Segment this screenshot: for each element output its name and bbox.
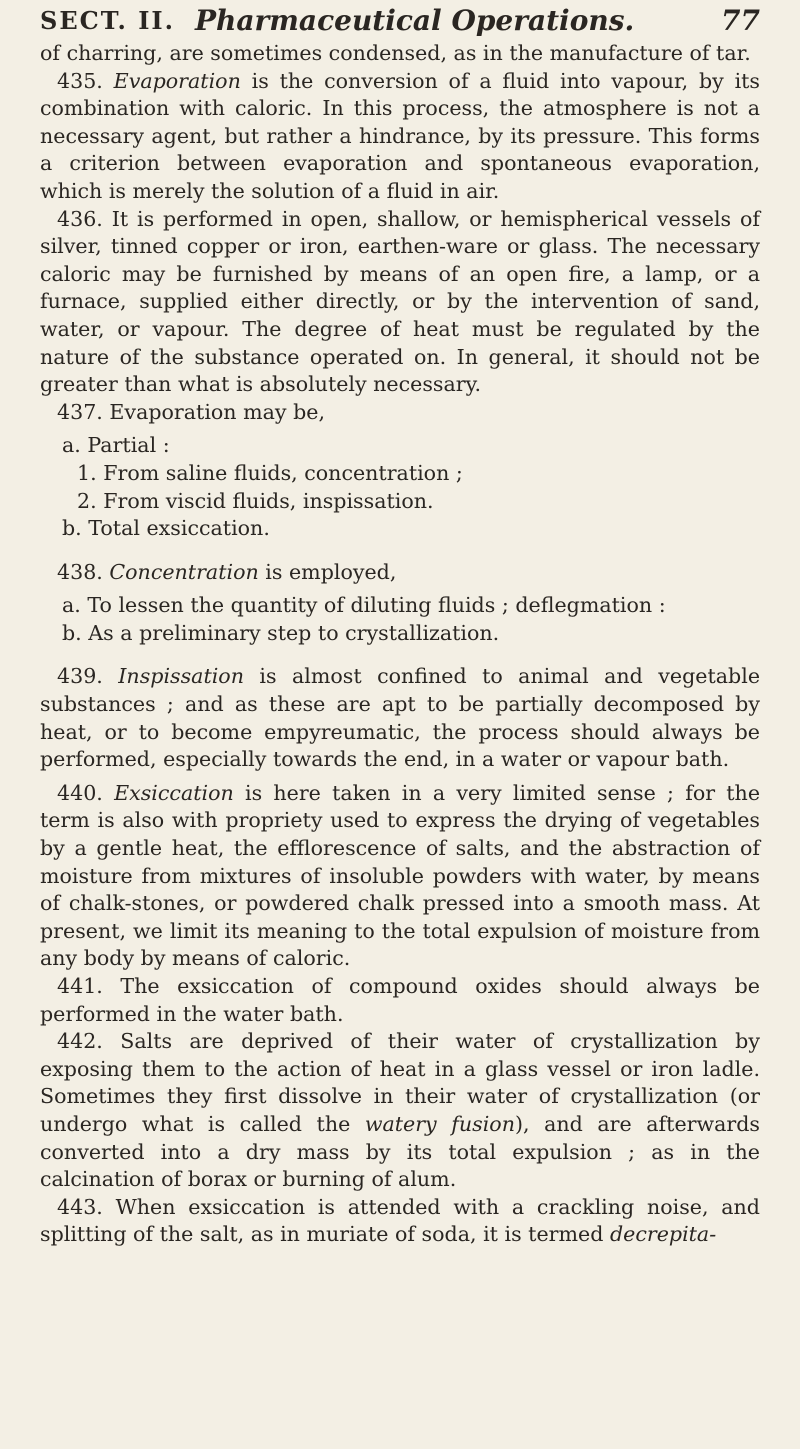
list-item-crystallization: b. As a preliminary step to crystallization.: [62, 620, 500, 645]
list-item-inspissation: 2. From viscid fluids, inspissation.: [77, 488, 434, 513]
list-item-partial: a. Partial :: [62, 433, 170, 458]
running-header: [40, 0, 760, 40]
paragraph-number: 438.: [57, 559, 103, 584]
paragraph-434-continued: of charring, are sometimes condensed, as in the manufacture of tar.: [40, 41, 751, 65]
term-exsiccation: Exsiccation: [114, 780, 234, 805]
list-item-concentration: 1. From saline fluids, concentration ;: [77, 460, 463, 485]
paragraph-text: is here taken in a very limited sense ; for the term is also with propriety used to express the drying of vegetables by a gentle heat, the efflorescence of salts, and the abstraction of moisture from mixtures of insoluble powders with water, by means of chalk-stones, or powdered chalk pressed into a smooth mass. At present, we limit its meaning to the total expulsion of moisture from any body by means of caloric.: [40, 780, 761, 971]
body-text: [40, 40, 760, 1249]
term-concentration: Concentration: [109, 559, 259, 584]
list-item-deflegmation: a. To lessen the quantity of diluting fluids ; deflegmation :: [62, 593, 666, 618]
paragraph-text: is almost confined to animal and vegetable substances ; and as these are apt to be partially decomposed by heat, or to become empyreumatic, the process should always be performed, especially towards the end, in a water or vapour bath.: [40, 664, 761, 772]
page-number: 77: [721, 4, 760, 37]
paragraph-number: 439.: [57, 664, 103, 689]
term-watery-fusion: watery fusion: [364, 1111, 515, 1136]
paragraph-440: [40, 780, 760, 973]
paragraph-442: [40, 1028, 760, 1194]
paragraph-441: 441. The exsiccation of compound oxides should always be performed in the water bath.: [40, 974, 760, 1026]
paragraph-435: [40, 68, 760, 206]
term-evaporation: Evaporation: [113, 68, 241, 93]
paragraph-443: [40, 1194, 760, 1249]
term-decrepitation: decrepita-: [609, 1222, 717, 1247]
paragraph-text: ), and are afterwards converted into a dry mass by its total expulsion ; as in the calcination of borax or burning of alum.: [40, 1111, 760, 1192]
paragraph-text: 442. Salts are deprived of their water of crystallization by exposing them to the action of heat in a glass vessel or iron ladle. Sometimes they first dissolve in their water of crystallization (or undergo what is called the: [40, 1029, 760, 1136]
paragraph-text: is employed,: [258, 559, 397, 584]
term-inspissation: Inspissation: [118, 664, 244, 689]
paragraph-text: 443. When exsiccation is attended with a crackling noise, and splitting of the salt, as in muriate of soda, it is termed: [40, 1194, 760, 1247]
section-label: SECT. II.: [40, 6, 176, 35]
paragraph-text: is the conversion of a fluid into vapour, by its combination with caloric. In this process, the atmosphere is not a necessary agent, but rather a hindrance, by its pressure. This forms a criterion between evaporation and spontaneous evaporation, which is merely the solution of a fluid in air.: [40, 68, 761, 203]
paragraph-437: 437. Evaporation may be,: [57, 399, 326, 424]
paragraph-number: 435.: [57, 68, 103, 93]
paragraph-number: 440.: [57, 780, 103, 805]
list-item-total-exsiccation: b. Total exsiccation.: [62, 516, 270, 541]
page-title: Pharmaceutical Operations.: [195, 4, 635, 37]
paragraph-439: [40, 663, 760, 773]
paragraph-436: 436. It is performed in open, shallow, or hemispherical vessels of silver, tinned copper or iron, earthen-ware or glass. The necessary caloric may be furnished by means of an open fire, a lamp, or a furnace, supplied either directly, or by the intervention of sand, water, or vapour. The degree of heat must be regulated by the nature of the substance operated on. In general, it should not be greater than what is absolutely necessary.: [40, 206, 760, 397]
paragraph-438: [40, 559, 760, 587]
